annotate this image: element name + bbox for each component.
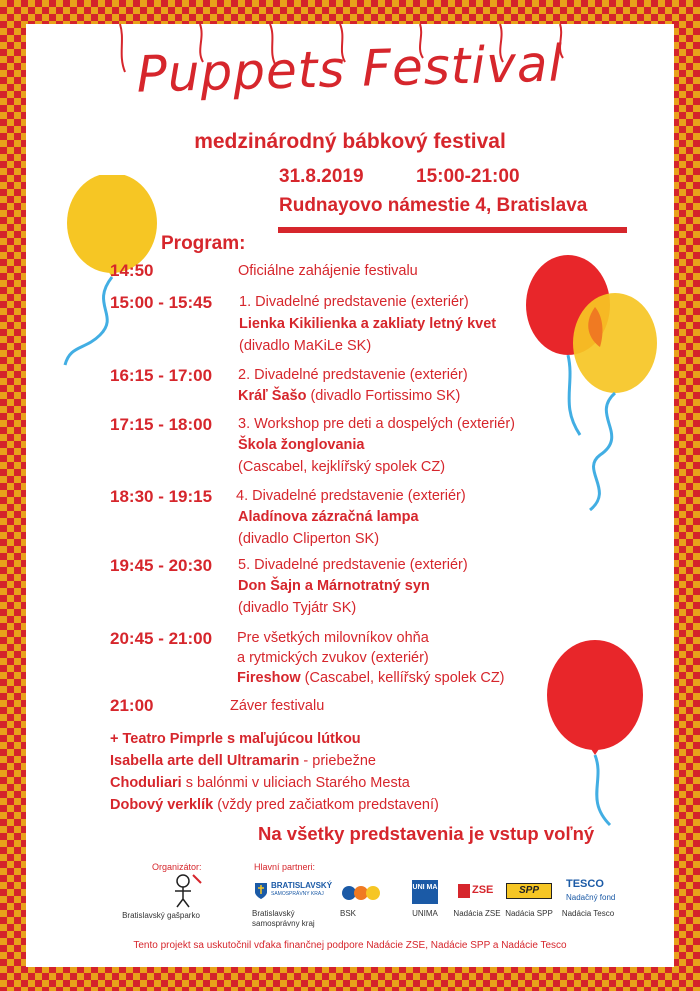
extra-item-rest: s balónmi v uliciach Starého Mesta bbox=[181, 775, 410, 791]
extra-item-bold: Isabella arte dell Ultramarin bbox=[110, 753, 300, 769]
address-underline bbox=[278, 227, 627, 233]
schedule-time: 16:15 - 17:00 bbox=[110, 366, 213, 385]
schedule-performance-title: Lienka Kikilienka a zakliaty letný kvet bbox=[239, 316, 497, 332]
zse-logo bbox=[458, 882, 496, 900]
bsk-caption bbox=[252, 909, 327, 929]
schedule-desc: 2. Divadelné predstavenie (exteriér) bbox=[238, 367, 468, 383]
schedule-company: (Cascabel, kejklířský spolek CZ) bbox=[238, 459, 446, 475]
event-address: Rudnayovo námestie 4, Bratislava bbox=[279, 195, 588, 216]
schedule-time: 18:30 - 19:15 bbox=[110, 487, 213, 506]
schedule-company: (divadlo Tyjátr SK) bbox=[238, 600, 357, 616]
extra-activities bbox=[110, 728, 439, 816]
tesco-logo-text: TESCO bbox=[566, 878, 604, 890]
bsk-kids-caption: BSK bbox=[339, 909, 356, 918]
event-date: 31.8.2019 bbox=[279, 166, 364, 187]
schedule-desc: 5. Divadelné predstavenie (exteriér) bbox=[238, 557, 468, 573]
bsk-caption-line: Bratislavský bbox=[252, 909, 295, 918]
program-heading: Program: bbox=[161, 233, 246, 254]
extra-item-rest: - priebežne bbox=[299, 753, 376, 769]
schedule-company: (Cascabel, kellířský spolek CZ) bbox=[300, 670, 505, 686]
organizer-caption: Bratislavský gašparko bbox=[122, 911, 200, 920]
red-balloon-bottom-icon bbox=[540, 640, 660, 840]
extra-item bbox=[110, 728, 439, 750]
schedule-performance-title: Don Šajn a Márnotratný syn bbox=[238, 578, 430, 594]
schedule-time: 20:45 - 21:00 bbox=[110, 629, 213, 648]
schedule-desc: 3. Workshop pre deti a dospelých (exteriér) bbox=[238, 416, 515, 432]
zse-caption: Nadácia ZSE bbox=[453, 909, 501, 918]
bsk-logo-sub: SAMOSPRÁVNY KRAJ bbox=[271, 891, 324, 897]
schedule-company: (divadlo Fortissimo SK) bbox=[306, 388, 461, 404]
schedule-time: 17:15 - 18:00 bbox=[110, 415, 213, 434]
schedule-time: 19:45 - 20:30 bbox=[110, 556, 213, 575]
extra-item bbox=[110, 794, 439, 816]
unima-logo: UNI MA bbox=[412, 880, 438, 904]
schedule-desc: Pre všetkých milovníkov ohňa bbox=[237, 630, 429, 646]
schedule-performance-title: Fireshow bbox=[237, 670, 301, 686]
schedule-desc: Oficiálne zahájenie festivalu bbox=[238, 263, 418, 279]
spp-caption: Nadácia SPP bbox=[505, 909, 553, 918]
schedule-desc: 4. Divadelné predstavenie (exteriér) bbox=[236, 488, 466, 504]
schedule-desc: a rytmických zvukov (exteriér) bbox=[237, 650, 429, 666]
free-entry-note: Na všetky predstavenia je vstup voľný bbox=[258, 823, 595, 844]
schedule-performance-title: Aladínova zázračná lampa bbox=[238, 509, 419, 525]
schedule-time: 14:50 bbox=[110, 261, 154, 280]
schedule-performance-line bbox=[238, 388, 460, 404]
organizer-label: Organizátor: bbox=[152, 862, 202, 872]
poster-subtitle: medzinárodný bábkový festival bbox=[194, 130, 506, 153]
bsk-shield-icon bbox=[254, 882, 268, 900]
schedule-time: 21:00 bbox=[110, 696, 154, 715]
unima-caption: UNIMA bbox=[412, 909, 438, 918]
extra-item-rest: (vždy pred začiatkom predstavení) bbox=[213, 797, 439, 813]
poster-title: Puppets Festival bbox=[135, 34, 565, 104]
extra-item bbox=[110, 772, 439, 794]
schedule-performance-title: Škola žonglovania bbox=[238, 437, 365, 453]
schedule-company: (divadlo Cliperton SK) bbox=[238, 531, 380, 547]
schedule-company: (divadlo MaKiLe SK) bbox=[239, 338, 372, 354]
extra-item-bold: + Teatro Pimprle s maľujúcou lútkou bbox=[110, 731, 361, 747]
bsk-logo-text: BRATISLAVSKÝ bbox=[271, 881, 333, 890]
zse-mark-icon bbox=[458, 884, 470, 898]
partners-label: Hlavní partneri: bbox=[254, 862, 316, 872]
bsk-caption-line: samosprávny kraj bbox=[252, 919, 315, 928]
footer-support-note: Tento projekt sa uskutočnil vďaka finančnej podpore Nadácie ZSE, Nadácie SPP a Nadácie Tesco bbox=[133, 940, 567, 951]
extra-item bbox=[110, 750, 439, 772]
schedule-desc: Záver festivalu bbox=[230, 698, 325, 714]
tesco-logo-sub: Nadačný fond bbox=[566, 893, 616, 902]
extra-item-bold: Choduliari bbox=[110, 775, 182, 791]
bsk-kids-logo-icon bbox=[341, 881, 381, 905]
schedule-time: 15:00 - 15:45 bbox=[110, 293, 213, 312]
schedule-performance-title: Kráľ Šašo bbox=[238, 388, 307, 404]
tesco-caption: Nadácia Tesco bbox=[561, 909, 615, 918]
event-time: 15:00-21:00 bbox=[416, 166, 520, 187]
puppet-logo-icon bbox=[163, 873, 207, 909]
schedule-desc: 1. Divadelné predstavenie (exteriér) bbox=[239, 294, 469, 310]
extra-item-bold: Dobový verklík bbox=[110, 797, 214, 813]
spp-logo: SPP bbox=[506, 883, 552, 899]
schedule-performance-line bbox=[237, 670, 505, 686]
balloon-pair-right-icon bbox=[520, 255, 670, 525]
bsk-logo bbox=[254, 880, 334, 904]
zse-logo-text: ZSE bbox=[472, 884, 494, 896]
